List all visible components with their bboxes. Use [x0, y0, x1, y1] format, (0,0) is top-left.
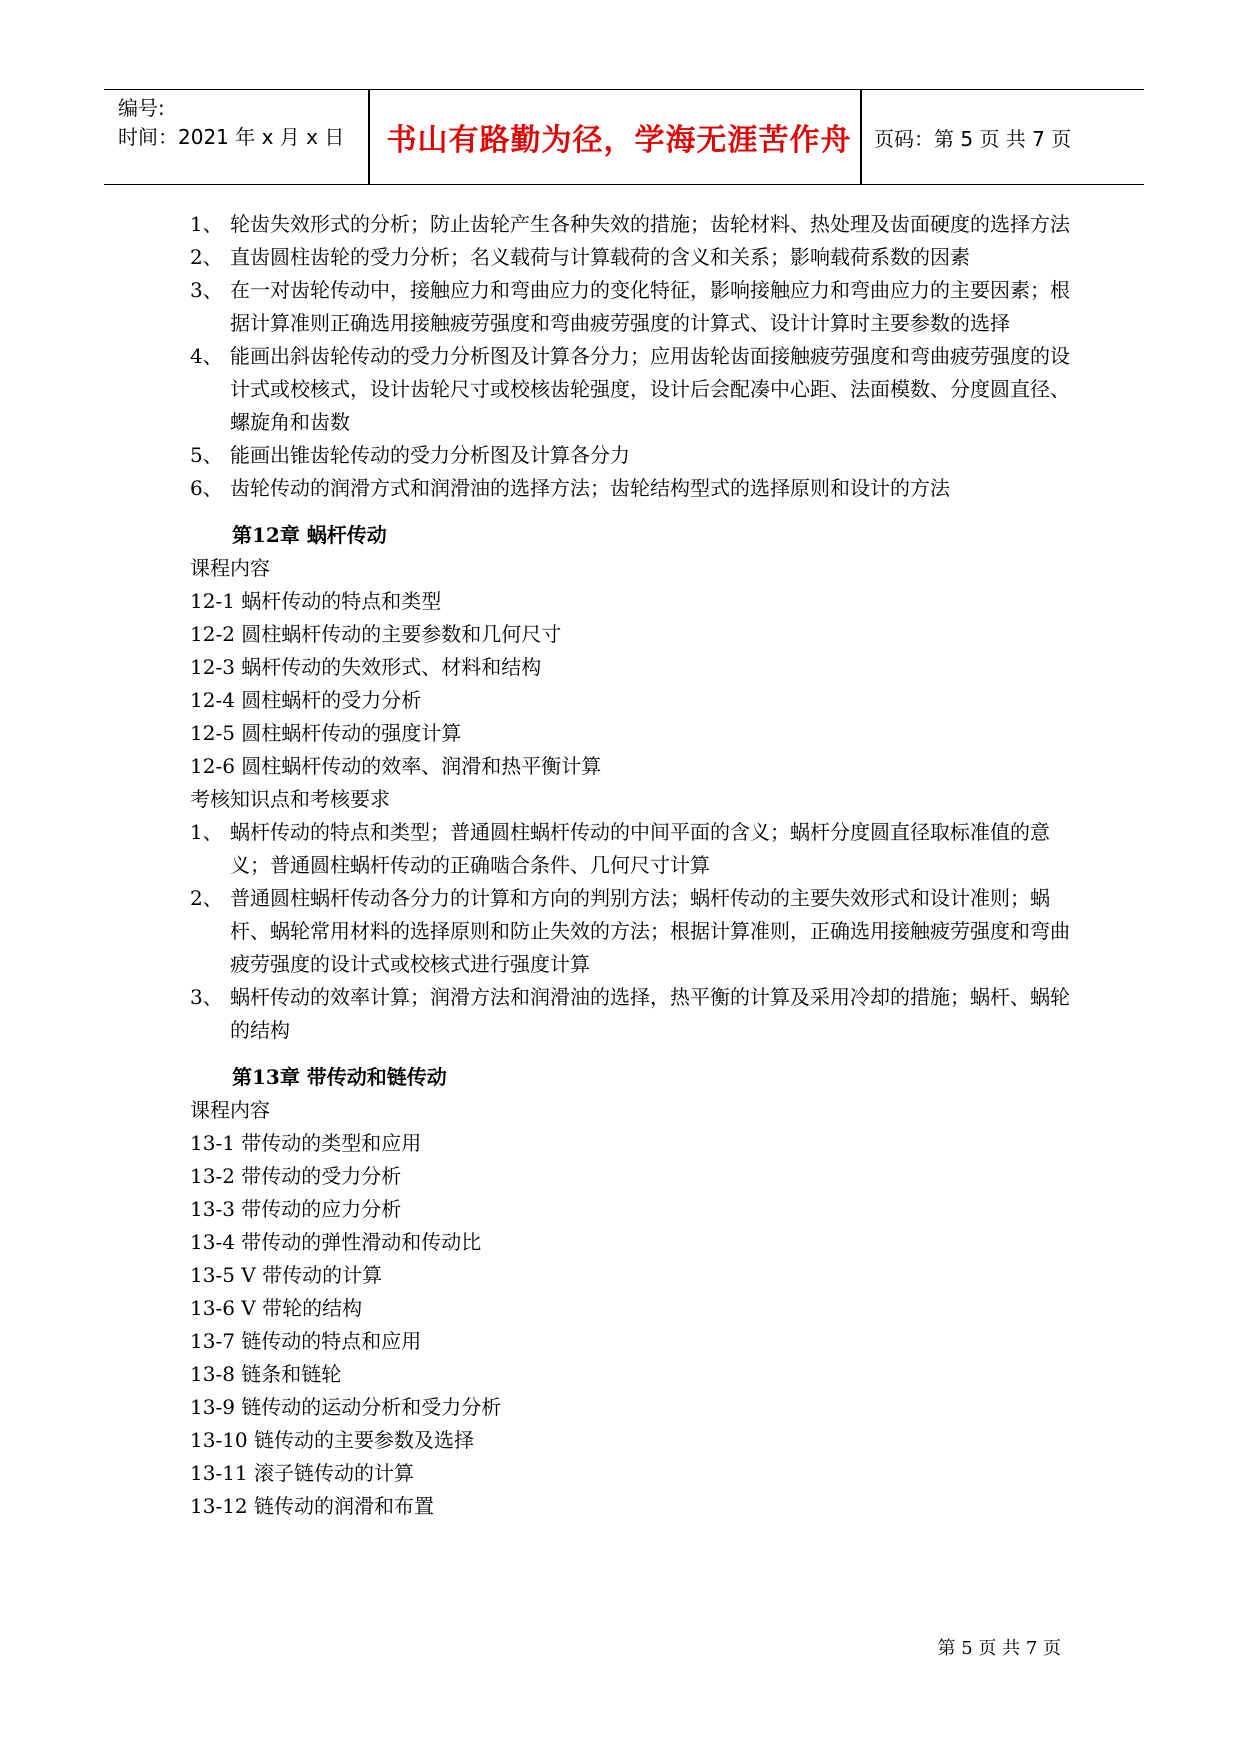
- header-motto: 书山有路勤为径，学海无涯苦作舟: [386, 123, 852, 158]
- item-number: 3、: [190, 985, 223, 1009]
- item-text: 能画出斜齿轮传动的受力分析图及计算各分力；应用齿轮齿面接触疲劳强度和弯曲疲劳强度的设计式或校核式，设计齿轮尺寸或校核齿轮强度，设计后会配凑中心距、法面模数、分度圆直径、螺旋角和齿数: [230, 344, 1070, 434]
- item-number: 5、: [190, 443, 223, 467]
- time-label: 时间：2021 年 x 月 x 日: [118, 125, 345, 149]
- list-item: [190, 274, 1070, 340]
- number-label: 编号:: [118, 96, 165, 120]
- section-line: 13-5 V 带传动的计算: [190, 1263, 383, 1287]
- header-page-code: 页码：第 5 页 共 7 页: [874, 126, 1072, 151]
- section-line: 12-4 圆柱蜗杆的受力分析: [190, 688, 422, 712]
- section-line: 13-8 链条和链轮: [190, 1362, 342, 1386]
- page-footer: 第 5 页 共 7 页: [937, 1638, 1061, 1659]
- section-line: 13-4 带传动的弹性滑动和传动比: [190, 1230, 482, 1254]
- item-number: 1、: [190, 820, 223, 844]
- list-item: [190, 981, 1070, 1047]
- list-item: [190, 439, 1070, 472]
- list-item: [190, 472, 1070, 505]
- list-item: [190, 882, 1070, 981]
- chapter-13-title: 第13章 带传动和链传动: [232, 1065, 447, 1089]
- list-item: [190, 816, 1070, 882]
- item-text: 在一对齿轮传动中，接触应力和弯曲应力的变化特征，影响接触应力和弯曲应力的主要因素；根据计算准则正确选用接触疲劳强度和弯曲疲劳强度的计算式、设计计算时主要参数的选择: [230, 278, 1070, 335]
- item-text: 直齿圆柱齿轮的受力分析；名义载荷与计算载荷的含义和关系；影响载荷系数的因素: [230, 245, 970, 269]
- item-number: 6、: [190, 476, 223, 500]
- header-divider: [860, 90, 862, 184]
- section-line: 13-11 滚子链传动的计算: [190, 1461, 415, 1485]
- section-line: 13-1 带传动的类型和应用: [190, 1131, 422, 1155]
- section-line: 13-7 链传动的特点和应用: [190, 1329, 422, 1353]
- item-text: 轮齿失效形式的分析；防止齿轮产生各种失效的措施；齿轮材料、热处理及齿面硬度的选择方法: [230, 212, 1070, 236]
- header-left: [118, 94, 344, 152]
- item-text: 蜗杆传动的效率计算；润滑方法和润滑油的选择，热平衡的计算及采用冷却的措施；蜗杆、蜗轮的结构: [230, 985, 1070, 1042]
- item-text: 齿轮传动的润滑方式和润滑油的选择方法；齿轮结构型式的选择原则和设计的方法: [230, 476, 950, 500]
- section-line: 12-1 蜗杆传动的特点和类型: [190, 589, 442, 613]
- item-number: 1、: [190, 212, 223, 236]
- chapter-12-title: 第12章 蜗杆传动: [232, 523, 387, 547]
- item-number: 4、: [190, 344, 223, 368]
- list-item: [190, 208, 1070, 241]
- section-line: 13-12 链传动的润滑和布置: [190, 1494, 435, 1518]
- list-item: [190, 340, 1070, 439]
- section-line: 13-2 带传动的受力分析: [190, 1164, 402, 1188]
- section-line: 13-9 链传动的运动分析和受力分析: [190, 1395, 502, 1419]
- section-line: 12-3 蜗杆传动的失效形式、材料和结构: [190, 655, 542, 679]
- section-line: 12-5 圆柱蜗杆传动的强度计算: [190, 721, 462, 745]
- section-line: 12-2 圆柱蜗杆传动的主要参数和几何尺寸: [190, 622, 562, 646]
- item-text: 蜗杆传动的特点和类型；普通圆柱蜗杆传动的中间平面的含义；蜗杆分度圆直径取标准值的意义；普通圆柱蜗杆传动的正确啮合条件、几何尺寸计算: [230, 820, 1050, 877]
- document-body: [190, 208, 1070, 1523]
- section-line: 13-6 V 带轮的结构: [190, 1296, 363, 1320]
- item-number: 2、: [190, 886, 223, 910]
- requirements-label: 考核知识点和考核要求: [190, 787, 390, 811]
- section-line: 13-10 链传动的主要参数及选择: [190, 1428, 475, 1452]
- item-text: 能画出锥齿轮传动的受力分析图及计算各分力: [230, 443, 630, 467]
- section-line: 12-6 圆柱蜗杆传动的效率、润滑和热平衡计算: [190, 754, 602, 778]
- list-item: [190, 241, 1070, 274]
- item-number: 2、: [190, 245, 223, 269]
- item-text: 普通圆柱蜗杆传动各分力的计算和方向的判别方法；蜗杆传动的主要失效形式和设计准则；蜗杆、蜗轮常用材料的选择原则和防止失效的方法；根据计算准则，正确选用接触疲劳强度和弯曲疲劳强度的设计式或校核式进行强度计算: [230, 886, 1070, 976]
- course-content-label: 课程内容: [190, 1098, 270, 1122]
- page-header: [104, 89, 1144, 185]
- section-line: 13-3 带传动的应力分析: [190, 1197, 402, 1221]
- header-divider: [368, 90, 370, 184]
- course-content-label: 课程内容: [190, 556, 270, 580]
- item-number: 3、: [190, 278, 223, 302]
